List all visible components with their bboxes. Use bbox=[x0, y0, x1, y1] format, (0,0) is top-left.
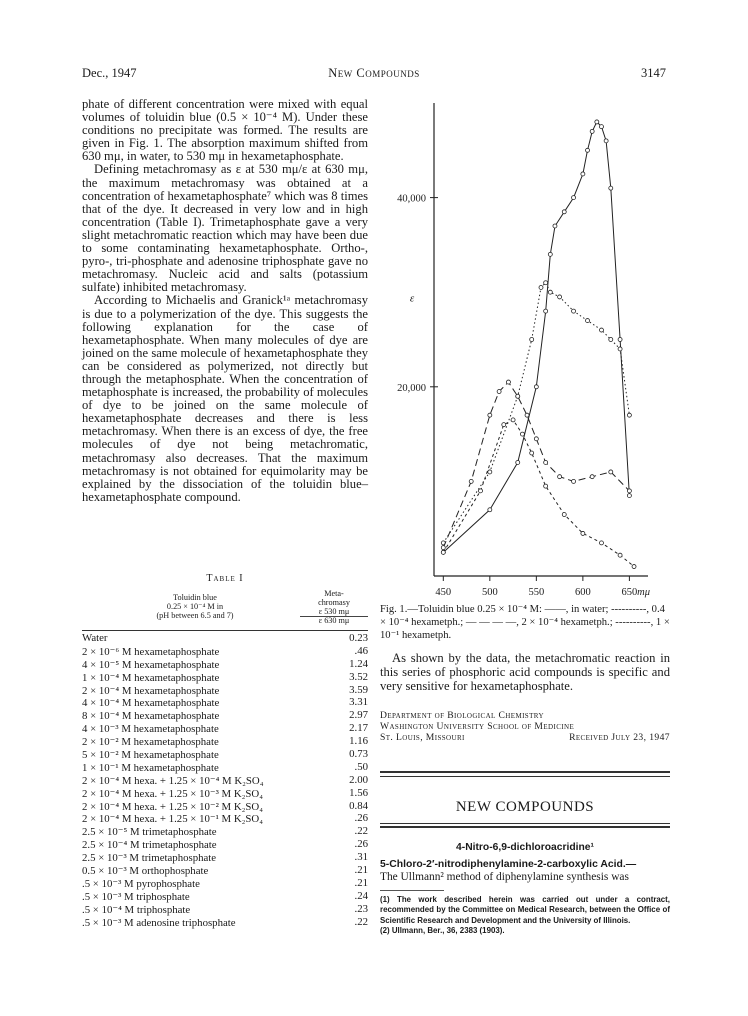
data-point bbox=[469, 479, 473, 483]
data-point bbox=[586, 319, 590, 323]
data-point bbox=[572, 479, 576, 483]
data-point bbox=[599, 328, 603, 332]
table-row bbox=[82, 761, 368, 774]
table-cell-value: .21 bbox=[354, 864, 368, 877]
absorption-chart bbox=[378, 98, 668, 618]
table-row bbox=[82, 838, 368, 851]
section-rule bbox=[380, 826, 670, 828]
table-row bbox=[82, 774, 368, 787]
table-cell-label: 2 × 10⁻⁴ M hexa. + 1.25 × 10⁻⁴ M K₂SO₄ bbox=[82, 774, 264, 787]
table-cell-value: 0.84 bbox=[349, 799, 368, 812]
footnotes bbox=[380, 895, 670, 937]
table-cell-value: .22 bbox=[354, 825, 368, 838]
table-cell-label: 0.5 × 10⁻³ M orthophosphate bbox=[82, 865, 209, 878]
series-line bbox=[443, 420, 634, 567]
data-point bbox=[558, 475, 562, 479]
data-point bbox=[544, 484, 548, 488]
data-point bbox=[590, 475, 594, 479]
page-number: 3147 bbox=[641, 66, 666, 80]
paragraph: According to Michaelis and Granick¹ᵃ metachromasy is due to a polymerization of the dye. This suggests the following explanation for the case of hexametaphosphate. When many molecules of dye are joined on the same molecule of hexametaphosphate they can be considered as polymerized, not directly but through the metaphosphate. When the concentration of metaphosphate is increased, the probability of molecules of dye to be joined on the same molecule of hexametaphosphate decreases and there is less metachromasy. When there is an excess of dye, the free molecules of dye not being metachromatic, metachromasy also decreases. That the maximum metachromasy is not obtained for equimolarity may be explained by the dissociation of the toluidin blue–hexametaphosphate compound. bbox=[82, 293, 368, 504]
data-point bbox=[544, 309, 548, 313]
data-point bbox=[572, 309, 576, 313]
table-cell-label: 2 × 10⁻⁴ M hexametaphosphate bbox=[82, 684, 220, 697]
data-point bbox=[530, 338, 534, 342]
section-rule bbox=[380, 771, 670, 773]
x-tick-label: 550 bbox=[528, 587, 545, 598]
table-cell-label: 2 × 10⁻⁴ M hexa. + 1.25 × 10⁻³ M K₂SO₄ bbox=[82, 787, 263, 800]
table-row bbox=[82, 812, 368, 825]
x-tick-label: 600 bbox=[574, 587, 591, 598]
table-cell-value: .50 bbox=[354, 760, 368, 773]
table-cell-value: .21 bbox=[354, 876, 368, 889]
section-rule bbox=[380, 823, 670, 824]
data-point bbox=[609, 338, 613, 342]
section-rule bbox=[380, 776, 670, 777]
table-header-line: ε 630 mμ bbox=[318, 616, 350, 626]
data-point bbox=[488, 508, 492, 512]
table-cell-value: 3.52 bbox=[349, 670, 368, 683]
data-point bbox=[506, 380, 510, 384]
table-cell-value: 1.56 bbox=[349, 786, 368, 799]
table-row bbox=[82, 658, 368, 671]
table-row bbox=[82, 645, 368, 658]
table-body bbox=[82, 632, 368, 928]
table-cell-label: 2.5 × 10⁻⁴ M trimetaphosphate bbox=[82, 839, 217, 852]
table-cell-value: 3.31 bbox=[349, 696, 368, 709]
data-point bbox=[479, 489, 483, 493]
series-line bbox=[443, 382, 629, 547]
running-header-title-text: New Compounds bbox=[328, 66, 420, 80]
table-cell-value: .23 bbox=[354, 902, 368, 915]
data-point bbox=[572, 196, 576, 200]
table-cell-value: 3.59 bbox=[349, 683, 368, 696]
data-point bbox=[562, 513, 566, 517]
left-column-body bbox=[82, 98, 368, 504]
running-header-title bbox=[0, 66, 748, 81]
paragraph: As shown by the data, the metachromatic reaction in this series of phosphoric acid compounds is specific and very sensitive for hexametaphosphate. bbox=[380, 651, 670, 693]
table-title-text: Table I bbox=[206, 573, 244, 584]
paragraph: phate of different concentration were mixed with equal volumes of toluidin blue (0.5 × 10⁻⁴ M). Under these conditions no precipitate was formed. The results are given in Fig. 1. The absorption maximum shifted from 630 mμ, in water, to 530 mμ in hexametaphosphate. bbox=[82, 97, 368, 164]
data-point bbox=[618, 347, 622, 351]
compound-text: The Ullmann² method of diphenylamine synthesis was bbox=[380, 871, 629, 883]
data-point bbox=[548, 252, 552, 256]
table-cell-label: .5 × 10⁻³ M pyrophosphate bbox=[82, 877, 200, 890]
table-row bbox=[82, 916, 368, 929]
x-tick-label: 450 bbox=[435, 587, 452, 598]
table-cell-label: 4 × 10⁻⁵ M hexametaphosphate bbox=[82, 658, 220, 671]
data-point bbox=[627, 413, 631, 417]
y-tick-label: 40,000 bbox=[397, 193, 426, 205]
x-tick-label: 500 bbox=[481, 587, 498, 598]
table-row bbox=[82, 748, 368, 761]
table-cell-value: 0.23 bbox=[349, 632, 368, 644]
data-point bbox=[590, 129, 594, 133]
data-point bbox=[534, 385, 538, 389]
table-row bbox=[82, 671, 368, 684]
table-header-line: Meta- bbox=[324, 589, 344, 598]
table-row bbox=[82, 825, 368, 838]
table-cell-label: 8 × 10⁻⁴ M hexametaphosphate bbox=[82, 710, 220, 723]
table-row bbox=[82, 787, 368, 800]
table-cell-value: 1.24 bbox=[349, 657, 368, 670]
table-cell-label: 2 × 10⁻⁴ M hexa. + 1.25 × 10⁻¹ M K₂SO₄ bbox=[82, 813, 263, 826]
data-point bbox=[544, 281, 548, 285]
table-cell-value: .24 bbox=[354, 889, 368, 902]
table-header-left bbox=[100, 594, 290, 620]
table-cell-value: .46 bbox=[354, 644, 368, 657]
table-cell-value: 2.00 bbox=[349, 773, 368, 786]
data-point bbox=[595, 120, 599, 124]
x-tick-label: 650 bbox=[621, 587, 638, 598]
data-point bbox=[609, 186, 613, 190]
data-point bbox=[627, 494, 631, 498]
figure-1 bbox=[378, 98, 668, 618]
data-point bbox=[604, 139, 608, 143]
data-point bbox=[488, 413, 492, 417]
table-cell-value: .26 bbox=[354, 838, 368, 851]
table-row bbox=[82, 696, 368, 709]
table-row bbox=[82, 877, 368, 890]
table-cell-value: 0.73 bbox=[349, 748, 368, 761]
compound-title: 4-Nitro-6,9-dichloroacridine¹ bbox=[456, 842, 594, 853]
paragraph: Defining metachromasy as ε at 530 mμ/ε at 630 mμ, the maximum metachromasy was obtained at a concentration of hexametaphosphate⁷ which was 8 times that of the dye. It decreased in very low and in high concentration (Table I). Trimetaphosphate gave a very slight metachromatic reaction which may have been due to some contaminating hexametaphosphate. Ortho-, pyro-, tri-phosphate and adenosine triphosphate gave no metachromasy. Nucleic acid and salts (potassium sulfate) inhibited metachromasy. bbox=[82, 162, 368, 295]
data-point bbox=[520, 432, 524, 436]
table-header-right bbox=[300, 590, 368, 626]
compound-subtitle bbox=[380, 858, 670, 871]
data-point bbox=[534, 437, 538, 441]
data-point bbox=[609, 470, 613, 474]
table-cell-value: .26 bbox=[354, 812, 368, 825]
table-row bbox=[82, 735, 368, 748]
table-cell-label: .5 × 10⁻³ M triphosphate bbox=[82, 890, 190, 903]
footnote: (2) Ullmann, Ber., 36, 2383 (1903). bbox=[380, 926, 505, 936]
table-cell-value: 2.97 bbox=[349, 709, 368, 722]
table-cell-value: 1.16 bbox=[349, 735, 368, 748]
table-row bbox=[82, 864, 368, 877]
affiliation-line: Washington University School of Medicine bbox=[380, 720, 575, 732]
table-rule bbox=[82, 630, 368, 631]
running-header-date: Dec., 1947 bbox=[82, 66, 137, 80]
table-row bbox=[82, 800, 368, 813]
data-point bbox=[441, 546, 445, 550]
table-cell-label: Water bbox=[82, 632, 108, 644]
data-point bbox=[548, 290, 552, 294]
table-row bbox=[82, 851, 368, 864]
table-cell-label: 1 × 10⁻¹ M hexametaphosphate bbox=[82, 761, 219, 774]
table-header-line: chromasy bbox=[318, 597, 350, 607]
table-header-line: (pH between 6.5 and 7) bbox=[156, 610, 234, 620]
table-cell-label: 2 × 10⁻⁶ M hexametaphosphate bbox=[82, 645, 220, 658]
data-point bbox=[516, 460, 520, 464]
series-line bbox=[443, 122, 629, 553]
data-point bbox=[627, 489, 631, 493]
received-date: Received July 23, 1947 bbox=[569, 732, 670, 743]
data-point bbox=[539, 285, 543, 289]
affiliation-line: Department of Biological Chemistry bbox=[380, 710, 544, 721]
footnote-rule bbox=[380, 890, 444, 891]
table-row bbox=[82, 632, 368, 645]
footnote: (1) The work described herein was carried out under a contract, recommended by the Committee on Medical Research, between the Office of Scientific Research and Development and the University of Illinois. bbox=[380, 895, 670, 925]
data-point bbox=[497, 390, 501, 394]
section-title: NEW COMPOUNDS bbox=[455, 799, 595, 815]
table-row bbox=[82, 684, 368, 697]
data-point bbox=[511, 418, 515, 422]
table-row bbox=[82, 722, 368, 735]
right-column-body bbox=[380, 651, 670, 693]
table-title bbox=[82, 573, 368, 584]
table-cell-label: 1 × 10⁻⁴ M hexametaphosphate bbox=[82, 671, 220, 684]
table-cell-value: 2.17 bbox=[349, 722, 368, 735]
table-cell-value: .31 bbox=[354, 851, 368, 864]
data-point bbox=[553, 224, 557, 228]
data-point bbox=[488, 470, 492, 474]
data-point bbox=[599, 125, 603, 129]
table-cell-label: 4 × 10⁻⁴ M hexametaphosphate bbox=[82, 697, 220, 710]
figure-caption: Fig. 1.—Toluidin blue 0.25 × 10⁻⁴ M: ——, in water; ----------, 0.4 × 10⁻⁴ hexametph.; — — — —, 2 × 10⁻⁴ hexametph.; ----------, 1 × 10⁻¹ hexametph. bbox=[380, 604, 670, 641]
x-axis-label: mμ bbox=[637, 587, 650, 598]
data-point bbox=[530, 451, 534, 455]
data-point bbox=[632, 565, 636, 569]
data-point bbox=[544, 460, 548, 464]
data-point bbox=[618, 553, 622, 557]
data-point bbox=[599, 541, 603, 545]
table-cell-label: 4 × 10⁻³ M hexametaphosphate bbox=[82, 723, 219, 736]
table-row bbox=[82, 903, 368, 916]
data-point bbox=[525, 413, 529, 417]
table-cell-label: 2.5 × 10⁻³ M trimetaphosphate bbox=[82, 852, 217, 865]
compound-subtitle-bold: 5-Chloro-2′-nitrodiphenylamine-2-carboxylic Acid.— bbox=[380, 859, 637, 870]
data-point bbox=[581, 172, 585, 176]
affiliation-line: St. Louis, Missouri bbox=[380, 731, 465, 743]
y-axis-label: ε bbox=[409, 292, 415, 305]
data-point bbox=[586, 148, 590, 152]
table-header-line: 0.25 × 10⁻⁴ M in bbox=[166, 601, 224, 611]
table-header-line: ε 530 mμ bbox=[300, 608, 368, 618]
data-point bbox=[502, 423, 506, 427]
data-point bbox=[581, 531, 585, 535]
table-cell-label: 5 × 10⁻² M hexametaphosphate bbox=[82, 749, 219, 762]
table-cell-label: 2 × 10⁻² M hexametaphosphate bbox=[82, 736, 219, 749]
data-point bbox=[516, 394, 520, 398]
data-point bbox=[562, 210, 566, 214]
data-point bbox=[558, 295, 562, 299]
table-cell-label: .5 × 10⁻⁴ M triphosphate bbox=[82, 903, 191, 916]
table-cell-value: .22 bbox=[354, 915, 368, 928]
table-header-line: Toluidin blue bbox=[173, 593, 217, 602]
series-line bbox=[443, 283, 629, 543]
data-point bbox=[618, 338, 622, 342]
table-row bbox=[82, 709, 368, 722]
table-cell-label: 2.5 × 10⁻⁵ M trimetaphosphate bbox=[82, 826, 217, 839]
data-point bbox=[441, 550, 445, 554]
table-cell-label: 2 × 10⁻⁴ M hexa. + 1.25 × 10⁻² M K₂SO₄ bbox=[82, 800, 263, 813]
table-row bbox=[82, 890, 368, 903]
table-cell-label: .5 × 10⁻³ M adenosine triphosphate bbox=[82, 916, 236, 929]
y-tick-label: 20,000 bbox=[397, 382, 426, 394]
